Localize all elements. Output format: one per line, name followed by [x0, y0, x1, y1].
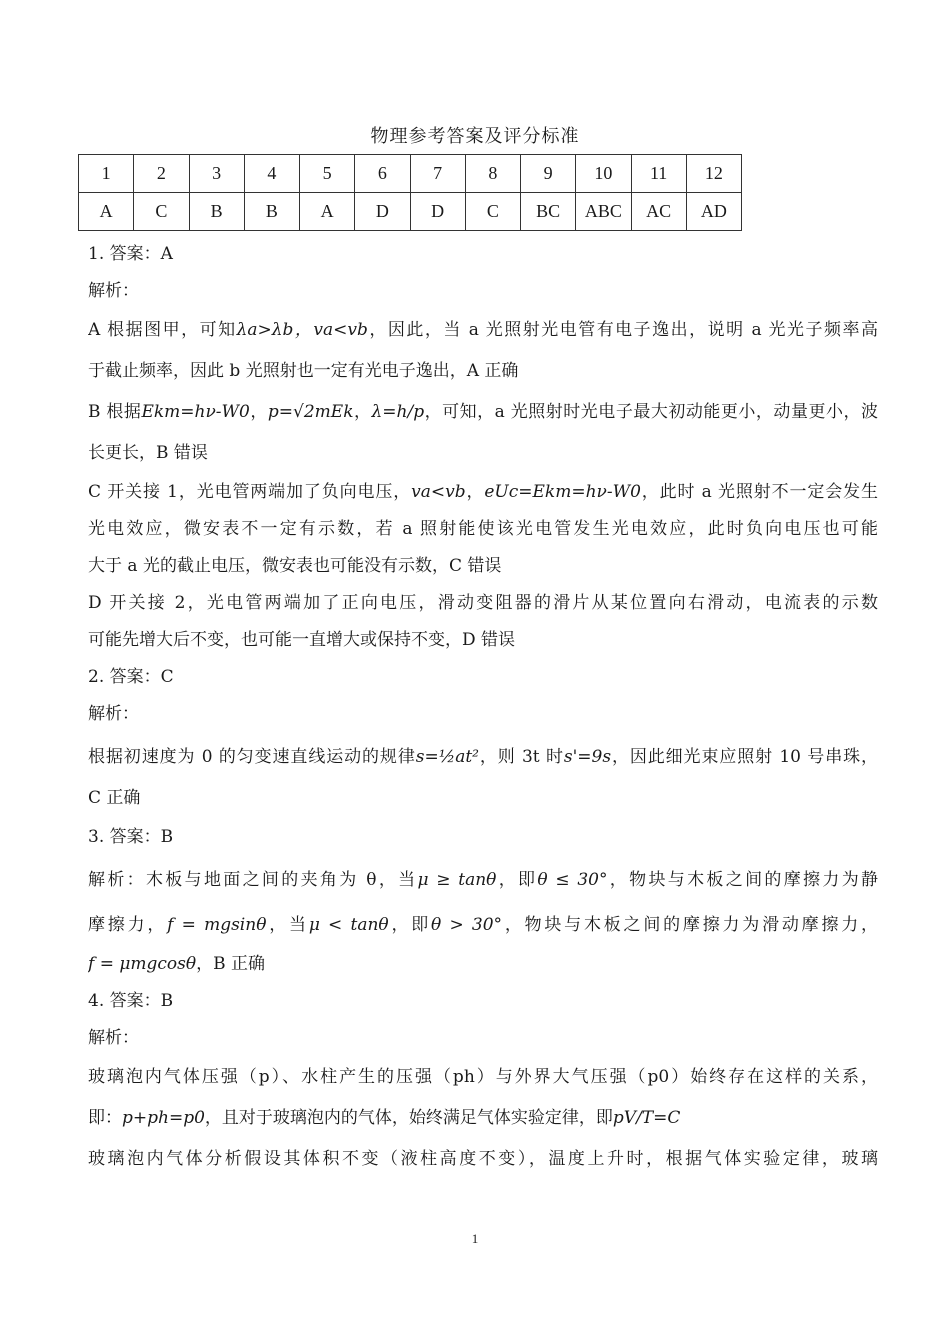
- table-row-numbers: [79, 155, 742, 193]
- q3-formula-2: θ ≤ 30°: [537, 870, 608, 890]
- page-title: 物理参考答案及评分标准: [370, 126, 580, 147]
- answer-table: [78, 154, 742, 231]
- question-number-cell-4: 4: [244, 155, 299, 193]
- q4-line3: 玻璃泡内气体分析假设其体积不变（液柱高度不变），温度上升时，根据气体实验定律，玻璃: [88, 1149, 878, 1169]
- question-number-cell-12: 12: [686, 155, 741, 193]
- answer-cell-10: ABC: [576, 193, 631, 231]
- answer-cell-4: B: [244, 193, 299, 231]
- q2-formula-s: s=½at²: [415, 747, 479, 767]
- q2-line1: 根据初速度为 0 的匀变速直线运动的规律s=½at²，则 3t 时s'=9s，因此细光束应照射 10 号串珠，: [88, 747, 878, 767]
- solutions-body: [88, 236, 878, 1180]
- q1-option-b-line2: 长更长，B 错误: [88, 443, 208, 463]
- question-number-cell-7: 7: [410, 155, 465, 193]
- question-number-cell-8: 8: [465, 155, 520, 193]
- q4-line1: 玻璃泡内气体压强（p）、水柱产生的压强（ph）与外界大气压强（p0）始终存在这样的关系，: [88, 1067, 878, 1087]
- q1-option-d-line1: D 开关接 2，光电管两端加了正向电压，滑动变阻器的滑片从某位置向右滑动，电流表的示数: [88, 593, 878, 613]
- q4-heading: 4. 答案：B: [88, 991, 174, 1011]
- q3-line2: 摩擦力，f = mgsinθ，当μ < tanθ，即θ > 30°，物块与木板之间的摩擦力为滑动摩擦力，: [88, 915, 878, 935]
- q3-formula-1: μ ≥ tanθ: [417, 870, 497, 890]
- table-row-answers: [79, 193, 742, 231]
- q2-analysis-label: 解析：: [88, 704, 139, 724]
- q1-option-d-line2: 可能先增大后不变，也可能一直增大或保持不变，D 错误: [88, 630, 516, 650]
- question-number-cell-6: 6: [355, 155, 410, 193]
- answer-cell-3: B: [189, 193, 244, 231]
- q2-heading: 2. 答案：C: [88, 667, 174, 687]
- q3-heading: 3. 答案：B: [88, 827, 174, 847]
- q1-heading: 1. 答案：A: [88, 244, 173, 264]
- answer-cell-8: C: [465, 193, 520, 231]
- question-number-cell-5: 5: [300, 155, 355, 193]
- answer-cell-7: D: [410, 193, 465, 231]
- question-number-cell-10: 10: [576, 155, 631, 193]
- answer-cell-5: A: [300, 193, 355, 231]
- q2-line2: C 正确: [88, 788, 141, 808]
- question-number-cell-11: 11: [631, 155, 686, 193]
- q3-formula-6: f = μmgcosθ: [88, 954, 197, 974]
- q4-formula-2: pV/T=C: [612, 1108, 681, 1128]
- q1-option-a-line2: 于截止频率，因此 b 光照射也一定有光电子逸出，A 正确: [88, 361, 519, 381]
- question-number-cell-2: 2: [134, 155, 189, 193]
- q3-formula-3: f = mgsinθ: [167, 915, 267, 935]
- answer-cell-2: C: [134, 193, 189, 231]
- q2-formula-s-prime: s'=9s: [563, 747, 612, 767]
- q1-b-formula-lambda: λ=h/p: [371, 402, 425, 422]
- q4-line2: 即：p+ph=p0，且对于玻璃泡内的气体，始终满足气体实验定律，即pV/T=C: [88, 1108, 681, 1128]
- q1-a-relation: λa>λb，va<vb: [236, 320, 368, 340]
- answer-cell-1: A: [79, 193, 134, 231]
- question-number-cell-9: 9: [521, 155, 576, 193]
- q1-option-c-line3: 大于 a 光的截止电压，微安表也可能没有示数，C 错误: [88, 556, 502, 576]
- q4-analysis-label: 解析：: [88, 1028, 139, 1048]
- q3-formula-4: μ < tanθ: [308, 915, 389, 935]
- q1-b-formula-p: p=√2mEk: [267, 402, 354, 422]
- q1-option-c-line2: 光电效应，微安表不一定有示数，若 a 照射能使该光电管发生光电效应，此时负向电压也可能: [88, 519, 878, 539]
- answer-cell-6: D: [355, 193, 410, 231]
- page-number: 1: [471, 1231, 479, 1246]
- q3-formula-5: θ > 30°: [431, 915, 503, 935]
- q1-analysis-label: 解析：: [88, 281, 139, 301]
- q1-option-c-line1: C 开关接 1，光电管两端加了负向电压，va<vb，eUc=Ekm=hν-W0，此时 a 光照射不一定会发生: [88, 482, 878, 502]
- question-number-cell-1: 1: [79, 155, 134, 193]
- q1-option-b-line1: B 根据Ekm=hν-W0，p=√2mEk，λ=h/p，可知，a 光照射时光电子最大初动能更小，动量更小，波: [88, 402, 878, 422]
- q1-option-a-line1: A 根据图甲，可知λa>λb，va<vb，因此，当 a 光照射光电管有电子逸出，说明 a 光光子频率高: [88, 320, 878, 340]
- q1-c-formula-v: va<vb: [411, 482, 466, 502]
- question-number-cell-3: 3: [189, 155, 244, 193]
- answer-cell-9: BC: [521, 193, 576, 231]
- q1-c-formula-euc: eUc=Ekm=hν-W0: [484, 482, 641, 502]
- q4-formula-1: p+ph=p0: [122, 1108, 205, 1128]
- q3-line1: 解析：木板与地面之间的夹角为 θ，当μ ≥ tanθ，即θ ≤ 30°，物块与木板之间的摩擦力为静: [88, 870, 878, 890]
- q1-b-formula-ekm: Ekm=hν-W0: [141, 402, 250, 422]
- answer-cell-12: AD: [686, 193, 741, 231]
- q3-line3: f = μmgcosθ，B 正确: [88, 954, 266, 974]
- answer-cell-11: AC: [631, 193, 686, 231]
